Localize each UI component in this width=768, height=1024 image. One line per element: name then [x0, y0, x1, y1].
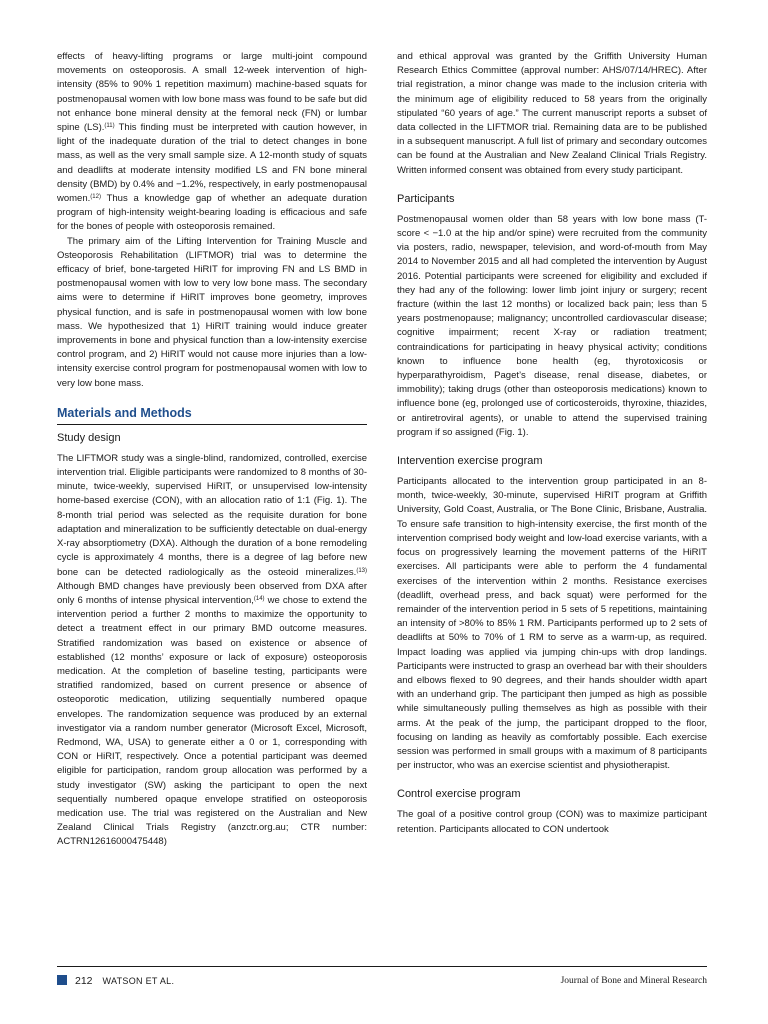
citation-superscript: (11) — [104, 123, 115, 130]
text-run: The LIFTMOR study was a single-blind, randomized, controlled, exercise intervention trial. Eligible participants were randomized to 8 months of 30-minute, twice-weekly, supervised HiRIT, or unsupervised low-intensity home-based exercise (CON), with an allocation ratio of 1:1 (Fig. 1). The 8-month trial period was selected as the requisite duration for bone adaptation and mineralization to be sufficiently detectable on dual-energy X-ray absorptiometry (DXA). Although the duration of a bone remodeling cycle is approximately 4 months, there is a degree of lag before new bone can be detected radiologically as the osteoid mineralizes. — [57, 452, 367, 578]
journal-name: Journal of Bone and Mineral Research — [560, 976, 707, 986]
text-run: effects of heavy-lifting programs or large multi-joint compound movements on osteoporosis. A small 12-week intervention of high-intensity (85% to 90% 1 repetition maximum) machine-based squats for postmenopausal women with low bone mass was found to be safe but did not enhance bone mineral density at the femoral neck (FN) or lumbar spine (LS). — [57, 51, 367, 134]
citation-superscript: (12) — [90, 194, 101, 201]
citation-superscript: (13) — [356, 567, 367, 574]
text-run: Although BMD changes have previously been observed from DXA after only 6 months of intense physical intervention, — [57, 580, 367, 606]
text-run: we chose to extend the intervention period a further 2 months to maximize the opportunity to detect a treatment effect in our primary BMD outcome measures. Stratified randomization was based on existence or absence of established (12 months’ exposure or lack of exposure) osteoporosis medication. At the completion of baseline testing, participants were stratified randomized, based on current presence or absence of osteoporotic medication, utilizing sequentially numbered opaque envelopes. The randomization sequence was produced by an external investigator via a random number generator (Microsoft Excel, Microsoft, Redmond, WA, USA) to generate either a 0 or 1, corresponding with CON or HiRIT, respectively. Once a potential participant was deemed eligible for participation, random group allocation was performed by a study investigator (SW) asking the participant to open the next sequentially numbered opaque envelope stratified on osteoporosis medication use. The trial was registered on the Australian and New Zealand Clinical Trials Registry (anzctr.org.au; CTR number: ACTRN12616000475448) — [57, 594, 367, 848]
subheading-study-design: Study design — [57, 431, 121, 444]
aims-paragraph: The primary aim of the Lifting Intervention for Training Muscle and Osteoporosis Rehabilitation (LIFTMOR) trial was to determine the efficacy of brief, bone-targeted HiRIT for improving FN and LS BMD in postmenopausal women with low to very low bone mass. The secondary aims were to determine if HiRIT improves bone geometry, improves physical function, and is safe in postmenopausal women with low bone mass. We hypothesized that 1) HiRIT training would induce greater improvements in bone and physical function than a low-intensity exercise control program, and 2) HiRIT would not cause more injuries than a low-intensity exercise control program for postmenopausal women with low to very low bone mass. — [57, 235, 367, 389]
control-paragraph: The goal of a positive control group (CON) was to maximize participant retention. Participants allocated to CON undertook — [397, 809, 707, 835]
section-heading-materials-methods: Materials and Methods — [57, 405, 367, 425]
participants-paragraph: Postmenopausal women older than 58 years with low bone mass (T-score < −1.0 at the hip and/or spine) were recruited from the community via posters, radio, newspaper, television, and word-of-mouth from May 2014 to November 2015 and all had completed the intervention by August 2016. Potential participants were screened for eligibility and excluded if they had any of the following: lower limb joint injury or surgery; recent fracture (within the last 12 months) or localized back pain; less than 5 years postmenopause; malignancy; uncontrolled cardiovascular disease; cognitive impairment; recent X-ray or radiation treatment; contraindications for participating in heavy physical activity; conditions known to influence bone health (eg, thyrotoxicosis or hyperparathyroidism, Paget’s disease, renal disease, diabetes, or immobility); taking drugs (other than osteoporosis medications) known to influence bone (eg, prolonged use of corticosteroids, thyroxine, thiazides, or antiretroviral agents), or unable to attend the supervised training program if so assigned (Fig. 1). — [397, 213, 707, 438]
footer-rule — [57, 966, 707, 967]
text-run: Thus a knowledge gap of whether an adequate duration program of high-intensity weight-bearing loading is efficacious and safe for the bones of people with osteoporosis remained. — [57, 193, 367, 233]
citation-superscript: (14) — [253, 595, 265, 602]
subheading-intervention: Intervention exercise program — [397, 455, 543, 468]
intro-paragraph-continued — [57, 50, 367, 235]
page-number: 212 — [75, 975, 93, 987]
left-column — [57, 50, 367, 850]
subheading-control: Control exercise program — [397, 788, 521, 801]
running-authors: WATSON ET AL. — [102, 976, 175, 986]
page-footer — [57, 973, 707, 989]
right-column — [397, 50, 707, 837]
footer-square-icon — [57, 975, 67, 985]
study-design-paragraph — [57, 452, 367, 850]
intervention-paragraph: Participants allocated to the intervention group participated in an 8-month, twice-weekly, 30-minute, supervised HiRIT program at Griffith University, Gold Coast, Australia, or The Bone Clinic, Brisbane, Australia. To ensure safe transition to high-intensity exercise, the first month of the intervention comprised body weight and low-load exercise variants, with a focus on progressively learning the movement patterns of the HiRIT exercises. All participants were able to perform the 4 fundamental exercises of the intervention within 2 months. Resistance exercises (deadlift, overhead press, and back squat) were performed for the remainder of the intervention period in 5 sets of 5 repetitions, maintaining an intensity of >80% to 85% 1 RM. Participants performed up to 2 sets of deadlifts at 50% to 70% of 1 RM to serve as a warm-up, as required. Impact loading was applied via jumping chin-ups with drop landings. Participants were instructed to grasp an overhead bar with their shoulders and elbows flexed to 90 degrees, and their hands shoulder width apart with an underhand grip. The participant then jumped as high as possible while simultaneously pulling themselves as high as possible with their arms. At the peak of the jump, the participant dropped to the floor, focusing on landing as heavily as comfortably possible. Each exercise session was performed in small groups with a maximum of 8 participants per instructor, who was an exercise scientist and physiotherapist. — [397, 476, 707, 772]
ethics-paragraph: and ethical approval was granted by the Griffith University Human Research Ethics Committee (approval number: AHS/07/14/HREC). After trial registration, a minor change was made to the inclusion criteria with the minimum age of eligibility reduced to 58 years from the originally stipulated “60 years of age.” The current manuscript reports a subset of data collected in the LIFTMOR trial. Remaining data are to be published in a subsequent manuscript. A full list of primary and secondary outcomes can be found at the Australian and New Zealand Clinical Trials Registry. Written informed consent was obtained from every study participant. — [397, 51, 707, 176]
text-run: This finding must be interpreted with caution however, in light of the inadequate duration of the trial to detect changes in bone mass, as well as the very small sample size. A 12-month study of squats and deadlifts at moderate intensity modified LS and FN bone mineral density (BMD) by 0.4% and −1.2%, respectively, in early postmenopausal women. — [57, 122, 367, 205]
subheading-participants: Participants — [397, 192, 455, 205]
